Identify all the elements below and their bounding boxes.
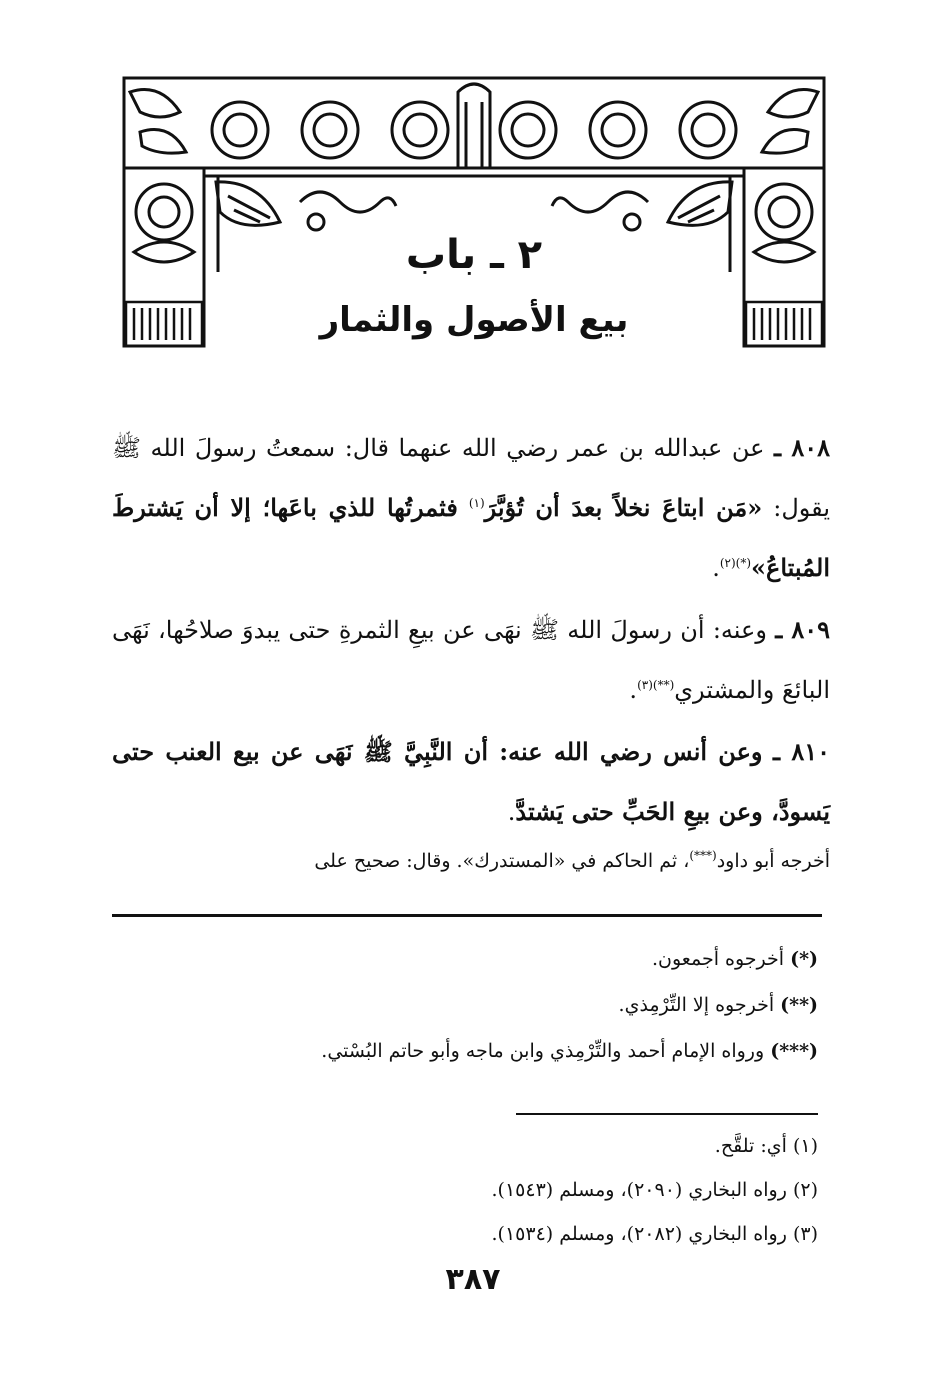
hadith-intro: عن عبدالله بن عمر رضي الله عنهما قال: سمعتُ رسولَ الله ﷺ يقول: <box>112 434 830 522</box>
footnote <box>112 1124 818 1168</box>
hadith-end: . <box>507 798 516 826</box>
footnote <box>112 1212 818 1256</box>
footnotes <box>112 1124 818 1256</box>
hadith-number: ٨٠٨ ـ <box>774 433 830 462</box>
footnote-divider <box>112 914 822 917</box>
footnote-text: رواه البخاري (٢٠٩٠)، ومسلم (١٥٤٣). <box>491 1179 787 1201</box>
takhrij-notes <box>112 936 818 1074</box>
footnote-number: (٣) <box>792 1223 818 1245</box>
footnote-short-divider <box>516 1113 818 1115</box>
footnote <box>112 1168 818 1212</box>
star-mark: (***) <box>770 1040 818 1062</box>
star-note-text: ورواه الإمام أحمد والتِّرْمِذي وابن ماجه وأبو حاتم البُسْتي. <box>321 1040 765 1062</box>
footnote-number: (٢) <box>792 1179 818 1201</box>
hadith-end: . <box>629 676 638 704</box>
hadith-text: «مَن ابتاعَ نخلاً بعدَ أن تُؤبَّرَ <box>484 493 763 522</box>
reference-text: أخرجه أبو داود <box>716 850 830 872</box>
footnote-number: (١) <box>792 1135 818 1157</box>
hadith-number: ٨١٠ ـ <box>773 737 830 766</box>
hadith-text: وعن أنس رضي الله عنه: أن النَّبِيَّ ﷺ نَهَى عن بيع العنب حتى يَسودَّ، وعن بيعِ الحَبِّ حتى يَشتدَّ <box>112 737 830 826</box>
star-mark: (**) <box>780 994 818 1016</box>
hadith-809 <box>112 600 830 720</box>
hadith-number: ٨٠٩ ـ <box>775 615 830 644</box>
star-note <box>112 982 818 1028</box>
star-note <box>112 1028 818 1074</box>
footnote-ref[interactable]: (١) <box>468 496 485 510</box>
star-note <box>112 936 818 982</box>
star-mark: (*) <box>790 948 818 970</box>
hadith-reference <box>112 844 830 878</box>
hadith-text: وعنه: أن رسولَ الله ﷺ نهَى عن بيعِ الثمرةِ حتى يبدوَ صلاحُها، نَهَى البائعَ والمشتري <box>112 616 830 704</box>
hadith-body <box>112 418 830 878</box>
footnote-ref[interactable]: (*)(٢) <box>719 556 752 570</box>
hadith-end: . <box>712 554 720 582</box>
footnote-ref[interactable]: (***) <box>689 848 717 863</box>
footnote-text: أي: تلقَّح. <box>714 1135 787 1157</box>
hadith-810 <box>112 722 830 842</box>
hadith-808 <box>112 418 830 598</box>
page-number: ٣٨٧ <box>445 1262 501 1297</box>
reference-text-continued: ، ثم الحاكم في «المستدرك». وقال: صحيح على <box>314 850 690 872</box>
star-note-text: أخرجوه إلا التِّرْمِذي. <box>618 994 775 1016</box>
footnote-text: رواه البخاري (٢٠٨٢)، ومسلم (١٥٣٤). <box>491 1223 787 1245</box>
hadith-text-continued: فثمرتُها للذي باعَها؛ إلا أن يَشترطَ المُبتاعُ» <box>112 493 830 582</box>
chapter-number: ٢ ـ باب <box>405 232 543 278</box>
arch-row <box>212 84 736 168</box>
chapter-title: بيع الأصول والثمار <box>319 300 629 340</box>
star-note-text: أخرجوه أجمعون. <box>651 948 785 970</box>
footnote-ref[interactable]: (**)(٣) <box>637 678 675 692</box>
